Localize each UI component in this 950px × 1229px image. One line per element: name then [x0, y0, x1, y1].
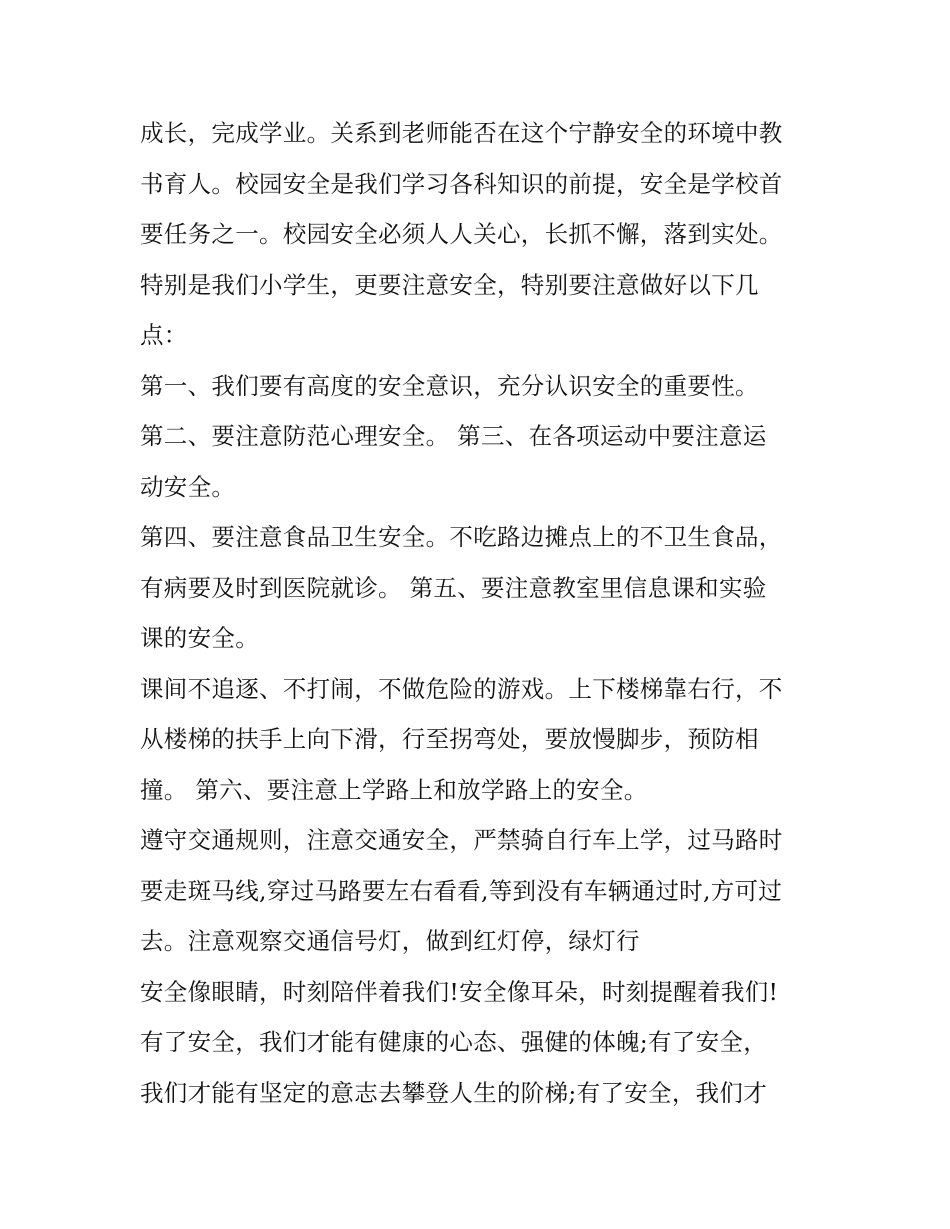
text-line: 从楼梯的扶手上向下滑，行至拐弯处，要放慢脚步，预防相: [140, 725, 759, 753]
text-line: 要走斑马线,穿过马路要左右看看,等到没有车辆通过时,方可过: [140, 876, 783, 905]
text-line: 去。注意观察交通信号灯，做到红灯停，绿灯行: [140, 927, 640, 955]
text-line: 要任务之一。校园安全必须人人关心，长抓不懈，落到实处。: [140, 220, 783, 248]
text-line: 第二、要注意防范心理安全。 第三、在各项运动中要注意运: [140, 422, 767, 450]
text-line: 书育人。校园安全是我们学习各科知识的前提，安全是学校首: [140, 169, 783, 198]
text-line: 有病要及时到医院就诊。 第五、要注意教室里信息课和实验: [140, 573, 767, 602]
text-line: 遵守交通规则，注意交通安全，严禁骑自行车上学，过马路时: [140, 826, 783, 854]
text-line: 特别是我们小学生，更要注意安全，特别要注意做好以下几: [140, 270, 759, 299]
text-line: 点：: [140, 321, 188, 349]
text-line: 课的安全。: [140, 624, 259, 652]
text-line: 课间不追逐、不打闹，不做危险的游戏。上下楼梯靠右行，不: [140, 674, 783, 703]
text-line: 第一、我们要有高度的安全意识，充分认识安全的重要性。: [140, 371, 759, 400]
text-line: 动安全。: [140, 472, 236, 501]
text-line: 有了安全，我们才能有健康的心态、强健的体魄;有了安全，: [140, 1028, 768, 1056]
body-text: [140, 108, 820, 1118]
text-line: 成长，完成学业。关系到老师能否在这个宁静安全的环境中教: [140, 119, 783, 147]
text-line: 撞。 第六、要注意上学路上和放学路上的安全。: [140, 775, 648, 804]
text-line: 第四、要注意食品卫生安全。不吃路边摊点上的不卫生食品，: [140, 523, 783, 551]
text-line: 我们才能有坚定的意志去攀登人生的阶梯;有了安全，我们才: [140, 1078, 768, 1107]
text-line: 安全像眼睛，时刻陪伴着我们!安全像耳朵，时刻提醒着我们!: [140, 977, 779, 1006]
